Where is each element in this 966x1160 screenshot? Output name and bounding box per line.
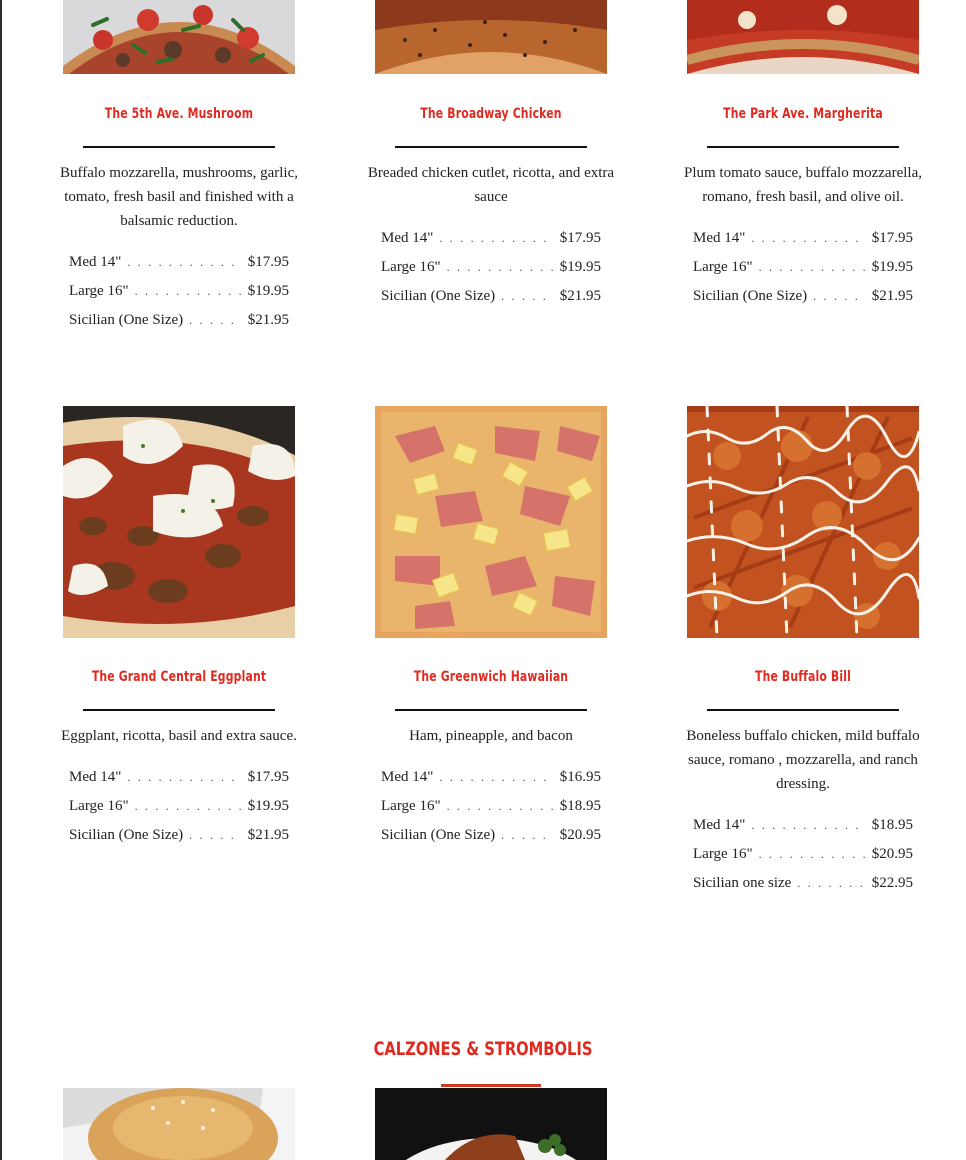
title-divider xyxy=(395,146,587,148)
pizza-photo-mushroom xyxy=(63,0,295,74)
size-label: Med 14" xyxy=(69,254,122,270)
price-value: $19.95 xyxy=(247,798,289,814)
leader-dots xyxy=(189,313,242,328)
title-divider xyxy=(707,146,899,148)
size-label: Large 16" xyxy=(69,798,129,814)
price-row xyxy=(381,288,601,317)
pizza-photo-hawaiian xyxy=(375,406,607,638)
price-list xyxy=(69,769,289,856)
price-row xyxy=(381,769,601,798)
pizza-photo-buffalo xyxy=(687,406,919,638)
size-label: Large 16" xyxy=(693,259,753,275)
size-label: Sicilian (One Size) xyxy=(381,827,496,843)
pizza-photo-eggplant xyxy=(63,406,295,638)
leader-dots xyxy=(751,231,865,246)
size-label: Large 16" xyxy=(381,259,441,275)
size-label: Large 16" xyxy=(693,846,753,862)
price-row xyxy=(693,846,913,875)
price-list xyxy=(381,769,601,856)
price-value: $21.95 xyxy=(247,312,289,328)
price-value: $20.95 xyxy=(871,846,913,862)
title-divider xyxy=(395,709,587,711)
pizza-description: Breaded chicken cutlet, ricotta, and extra sauce xyxy=(367,165,615,205)
price-value: $17.95 xyxy=(871,230,913,246)
leader-dots xyxy=(759,847,866,862)
size-label: Sicilian one size xyxy=(693,875,792,891)
leader-dots xyxy=(127,770,241,785)
price-list xyxy=(381,230,601,317)
section-divider xyxy=(441,1084,541,1087)
price-row xyxy=(69,312,289,341)
price-row xyxy=(69,283,289,312)
leader-dots xyxy=(751,818,865,833)
size-label: Med 14" xyxy=(69,769,122,785)
price-value: $20.95 xyxy=(559,827,601,843)
price-value: $17.95 xyxy=(559,230,601,246)
pizza-title: The Buffalo Bill xyxy=(755,669,851,685)
leader-dots xyxy=(447,260,554,275)
price-row xyxy=(381,230,601,259)
leader-dots xyxy=(127,255,241,270)
leader-dots xyxy=(759,260,866,275)
pizza-title: The Park Ave. Margherita xyxy=(723,106,883,122)
price-row xyxy=(381,798,601,827)
price-row xyxy=(69,827,289,856)
price-row xyxy=(693,875,913,904)
size-label: Med 14" xyxy=(381,230,434,246)
size-label: Large 16" xyxy=(69,283,129,299)
price-value: $22.95 xyxy=(871,875,913,891)
price-value: $18.95 xyxy=(871,817,913,833)
leader-dots xyxy=(135,284,242,299)
price-list xyxy=(693,817,913,904)
calzone-photo xyxy=(63,1088,295,1160)
title-divider xyxy=(83,146,275,148)
pizza-description: Buffalo mozzarella, mushrooms, garlic, tomato, fresh basil and finished with a balsamic reduction. xyxy=(60,165,298,229)
page-left-border xyxy=(0,0,2,1160)
pizza-description: Plum tomato sauce, buffalo mozzarella, romano, fresh basil, and olive oil. xyxy=(684,165,922,205)
size-label: Med 14" xyxy=(693,230,746,246)
pizza-description: Eggplant, ricotta, basil and extra sauce. xyxy=(61,728,297,744)
pizza-description: Ham, pineapple, and bacon xyxy=(409,728,573,744)
leader-dots xyxy=(501,289,554,304)
price-value: $17.95 xyxy=(247,254,289,270)
price-row xyxy=(693,259,913,288)
price-value: $21.95 xyxy=(559,288,601,304)
price-list xyxy=(69,254,289,341)
section-heading-calzones: CALZONES & STROMBOLIS xyxy=(373,1038,593,1060)
price-value: $16.95 xyxy=(559,769,601,785)
title-divider xyxy=(83,709,275,711)
size-label: Sicilian (One Size) xyxy=(381,288,496,304)
size-label: Sicilian (One Size) xyxy=(693,288,808,304)
price-row xyxy=(381,827,601,856)
price-list xyxy=(693,230,913,317)
leader-dots xyxy=(447,799,554,814)
price-value: $21.95 xyxy=(247,827,289,843)
title-divider xyxy=(707,709,899,711)
pizza-description: Boneless buffalo chicken, mild buffalo sauce, romano , mozzarella, and ranch dressing. xyxy=(686,728,920,792)
pizza-photo-margherita xyxy=(687,0,919,74)
stromboli-photo xyxy=(375,1088,607,1160)
size-label: Med 14" xyxy=(381,769,434,785)
leader-dots xyxy=(439,770,553,785)
leader-dots xyxy=(797,876,865,891)
price-row xyxy=(69,769,289,798)
price-row xyxy=(693,288,913,317)
size-label: Sicilian (One Size) xyxy=(69,827,184,843)
price-value: $19.95 xyxy=(871,259,913,275)
pizza-title: The Greenwich Hawaiian xyxy=(413,669,569,685)
price-row xyxy=(693,817,913,846)
leader-dots xyxy=(813,289,866,304)
price-value: $19.95 xyxy=(559,259,601,275)
price-value: $18.95 xyxy=(559,798,601,814)
leader-dots xyxy=(135,799,242,814)
pizza-title: The 5th Ave. Mushroom xyxy=(104,106,254,122)
price-row xyxy=(69,254,289,283)
pizza-title: The Broadway Chicken xyxy=(420,106,562,122)
pizza-title: The Grand Central Eggplant xyxy=(91,669,267,685)
price-row xyxy=(693,230,913,259)
size-label: Med 14" xyxy=(693,817,746,833)
price-row xyxy=(381,259,601,288)
price-value: $17.95 xyxy=(247,769,289,785)
leader-dots xyxy=(501,828,554,843)
size-label: Sicilian (One Size) xyxy=(69,312,184,328)
leader-dots xyxy=(439,231,553,246)
pizza-photo-chicken xyxy=(375,0,607,74)
price-row xyxy=(69,798,289,827)
size-label: Large 16" xyxy=(381,798,441,814)
leader-dots xyxy=(189,828,242,843)
price-value: $19.95 xyxy=(247,283,289,299)
price-value: $21.95 xyxy=(871,288,913,304)
